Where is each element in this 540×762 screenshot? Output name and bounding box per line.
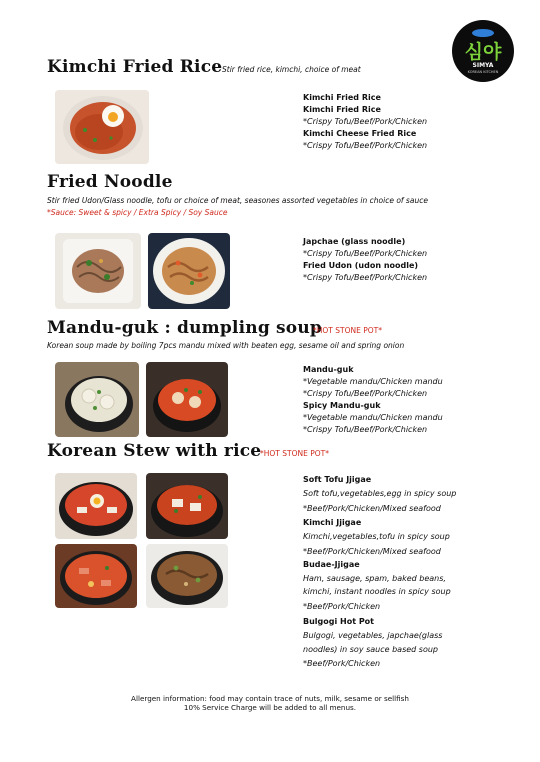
menu-item-name: Japchae (glass noodle)	[303, 237, 406, 246]
menu-item-name: Spicy Mandu-guk	[303, 401, 381, 410]
kimchi-section-subtitle: Stir fried rice, kimchi, choice of meat	[222, 65, 361, 74]
bulgogi-hot-pot-photo	[146, 544, 228, 608]
menu-item-name: Kimchi Fried Rice	[303, 105, 381, 114]
stew-hot-stone-tag: *HOT STONE POT*	[260, 449, 329, 458]
noodle-section-title: Fried Noodle	[47, 172, 173, 192]
soft-tofu-jjigae-photo	[55, 473, 137, 539]
fried-udon-image	[148, 233, 230, 309]
kimchi-jjigae-photo	[146, 473, 228, 539]
kimchi-section-title: Kimchi Fried Rice	[47, 57, 223, 77]
menu-item-options: *Crispy Tofu/Beef/Pork/Chicken	[303, 273, 428, 282]
stew-items	[303, 474, 456, 671]
menu-item-name: Kimchi Cheese Fried Rice	[303, 129, 417, 138]
kimchi-items	[303, 92, 427, 152]
mandu-hot-stone-tag: *HOT STONE POT*	[313, 326, 382, 335]
budae-jjigae-photo	[55, 544, 137, 608]
menu-item-options: *Vegetable mandu/Chicken mandu	[303, 377, 443, 386]
spicy-mandu-guk-image	[146, 362, 228, 437]
logo-tagline: KOREAN KITCHEN	[467, 70, 499, 74]
menu-item-options: *Crispy Tofu/Beef/Pork/Chicken	[303, 389, 428, 398]
menu-item-name: Fried Udon (udon noodle)	[303, 261, 419, 270]
menu-item-options: *Crispy Tofu/Beef/Pork/Chicken	[303, 141, 428, 150]
stew-section-title: Korean Stew with rice	[47, 441, 262, 461]
mandu-guk-image	[55, 362, 139, 437]
kimchi-jjigae-image	[146, 473, 228, 539]
kimchi-fried-rice-image	[55, 90, 149, 164]
menu-item-name: Kimchi Fried Rice	[303, 93, 381, 102]
menu-item-name: Mandu-guk	[303, 365, 354, 374]
noodle-sauce-note: *Sauce: Sweet & spicy / Extra Spicy / Soy Sauce	[47, 208, 228, 217]
japchae-photo	[55, 233, 141, 309]
menu-item-name: Soft Tofu Jjigae	[303, 475, 372, 484]
japchae-image	[55, 233, 141, 309]
menu-item-options: *Beef/Pork/Chicken/Mixed seafood	[303, 546, 441, 556]
noodle-section-description: Stir fried Udon/Glass noodle, tofu or choice of meat, seasones assorted vegetables in choice of sauce	[47, 196, 428, 205]
restaurant-logo	[452, 20, 514, 82]
menu-item-options: *Crispy Tofu/Beef/Pork/Chicken	[303, 425, 428, 434]
menu-item-name: Kimchi Jjigae	[303, 518, 362, 528]
menu-item-description: Soft tofu,vegetables,egg in spicy soup	[303, 488, 457, 498]
service-charge-note: 10% Service Charge will be added to all menus.	[183, 703, 357, 712]
menu-item-description: kimchi, instant noodles in spicy soup	[303, 587, 451, 597]
menu-item-description: Ham, sausage, spam, baked beans,	[303, 573, 446, 583]
menu-item-options: *Beef/Pork/Chicken/Mixed seafood	[303, 503, 441, 513]
mandu-guk-photo	[55, 362, 139, 437]
fried-udon-photo	[148, 233, 230, 309]
kimchi-fried-rice-photo	[55, 90, 149, 164]
menu-item-description: Bulgogi, vegetables, japchae(glass	[303, 630, 443, 640]
menu-item-options: *Crispy Tofu/Beef/Pork/Chicken	[303, 117, 428, 126]
menu-item-options: *Beef/Pork/Chicken	[303, 602, 381, 612]
menu-item-description: Kimchi,vegetables,tofu in spicy soup	[303, 532, 450, 542]
mandu-section-description: Korean soup made by boiling 7pcs mandu mixed with beaten egg, sesame oil and spring onion	[47, 341, 405, 350]
soft-tofu-jjigae-image	[55, 473, 137, 539]
logo-script: 심야	[464, 41, 502, 63]
spicy-mandu-guk-photo	[146, 362, 228, 437]
menu-item-options: *Crispy Tofu/Beef/Pork/Chicken	[303, 249, 428, 258]
menu-item-name: Bulgogi Hot Pot	[303, 616, 374, 626]
logo-name: SIMYA	[472, 62, 494, 69]
bulgogi-hot-pot-image	[146, 544, 228, 608]
allergen-note: Allergen information: food may contain trace of nuts, milk, sesame or sellfish	[131, 694, 409, 703]
logo-graphic	[452, 20, 514, 82]
noodle-items	[303, 236, 427, 284]
budae-jjigae-image	[55, 544, 137, 608]
menu-item-name: Budae-Jjigae	[303, 559, 360, 569]
mandu-items	[303, 364, 443, 436]
menu-item-options: *Vegetable mandu/Chicken mandu	[303, 413, 443, 422]
menu-item-options: *Beef/Pork/Chicken	[303, 659, 381, 669]
mandu-section-title: Mandu-guk : dumpling soup	[47, 318, 322, 338]
menu-item-description: noodles) in soy sauce based soup	[303, 644, 438, 654]
